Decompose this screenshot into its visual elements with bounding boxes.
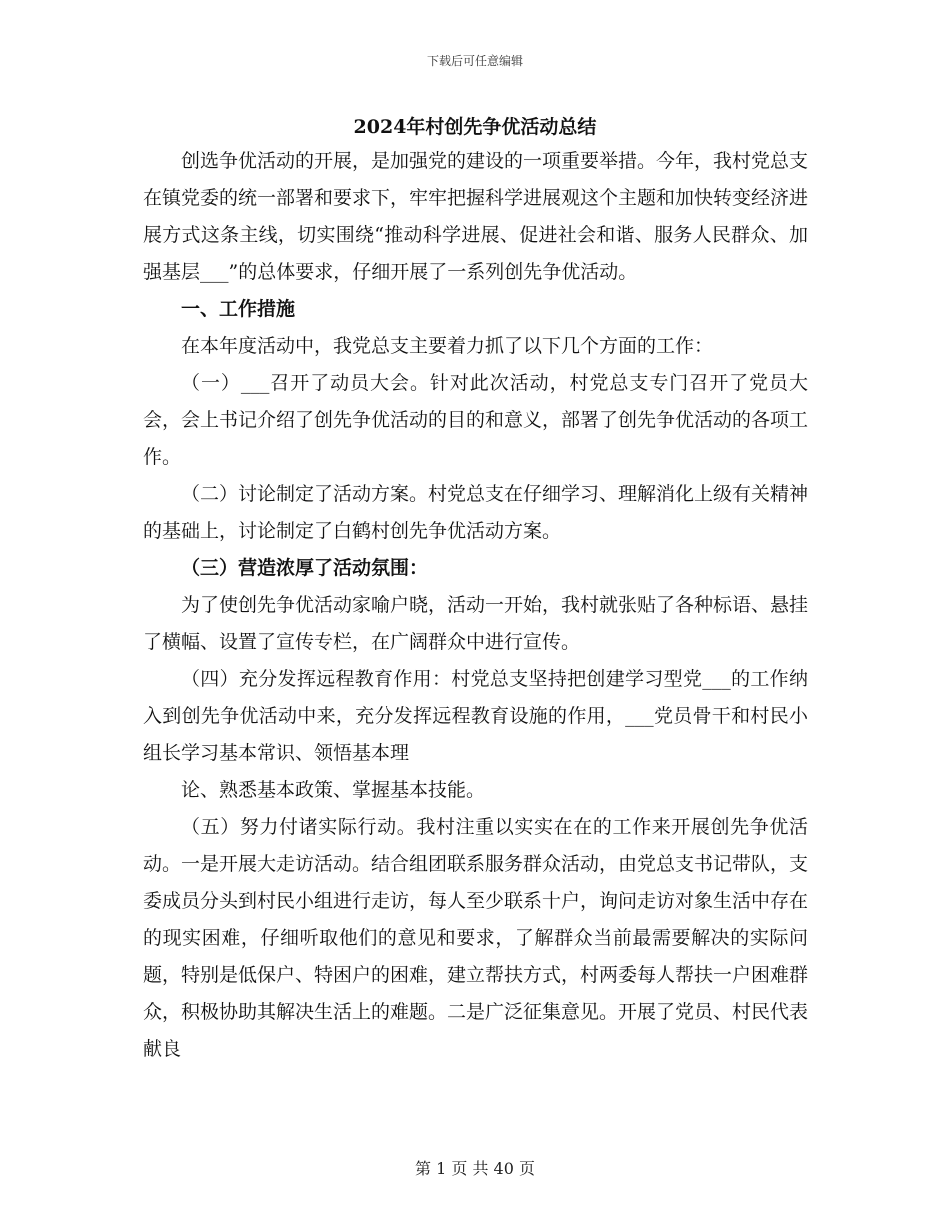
paragraph-item-2: （二）讨论制定了活动方案。村党总支在仔细学习、理解消化上级有关精神的基础上，讨论制定了白鹤村创先争优活动方案。 xyxy=(143,483,809,542)
paragraph-item-3-body: 为了使创先争优活动家喻户晓，活动一开始，我村就张贴了各种标语、悬挂了横幅、设置了宣传专栏，在广阔群众中进行宣传。 xyxy=(143,594,809,653)
document-body xyxy=(143,143,808,1068)
paragraph-intro: 创选争优活动的开展，是加强党的建设的一项重要举措。今年，我村党总支在镇党委的统一部署和要求下，牢牢把握科学进展观这个主题和加快转变经济进展方式这条主线，切实围绕“推动科学进展、促进社会和谐、服务人民群众、加强基层___”的总体要求，仔细开展了一系列创先争优活动。 xyxy=(143,150,809,283)
paragraph-item-1: （一）___召开了动员大会。针对此次活动，村党总支专门召开了党员大会，会上书记介绍了创先争优活动的目的和意义，部署了创先争优活动的各项工作。 xyxy=(143,372,809,468)
page-footer: 第 1 页 共 40 页 xyxy=(415,1159,535,1178)
paragraph-item-4: （四）充分发挥远程教育作用：村党总支坚持把创建学习型党___的工作纳入到创先争优活动中来，充分发挥远程教育设施的作用，___党员骨干和村民小组长学习基本常识、领悟基本理 xyxy=(143,668,808,764)
paragraph-item-5: （五）努力付诸实际行动。我村注重以实实在在的工作来开展创先争优活动。一是开展大走访活动。结合组团联系服务群众活动，由党总支书记带队，支委成员分头到村民小组进行走访，每人至少联系十户，询问走访对象生活中存在的现实困难，仔细听取他们的意见和要求，了解群众当前最需要解决的实际问题，特别是低保户、特困户的困难，建立帮扶方式，村两委每人帮扶一户困难群众，积极协助其解决生活上的难题。二是广泛征集意见。开展了党员、村民代表献良 xyxy=(143,816,809,1060)
paragraph-item-4-continued: 论、熟悉基本政策、掌握基本技能。 xyxy=(181,779,486,801)
document-title: 2024年村创先争优活动总结 xyxy=(353,116,597,138)
page-header-note: 下载后可任意编辑 xyxy=(426,54,523,68)
paragraph-overview: 在本年度活动中，我党总支主要着力抓了以下几个方面的工作： xyxy=(181,335,714,357)
subheading-item-3: （三）营造浓厚了活动氛围： xyxy=(181,557,429,579)
section-heading-work-measures: 一、工作措施 xyxy=(181,298,296,320)
